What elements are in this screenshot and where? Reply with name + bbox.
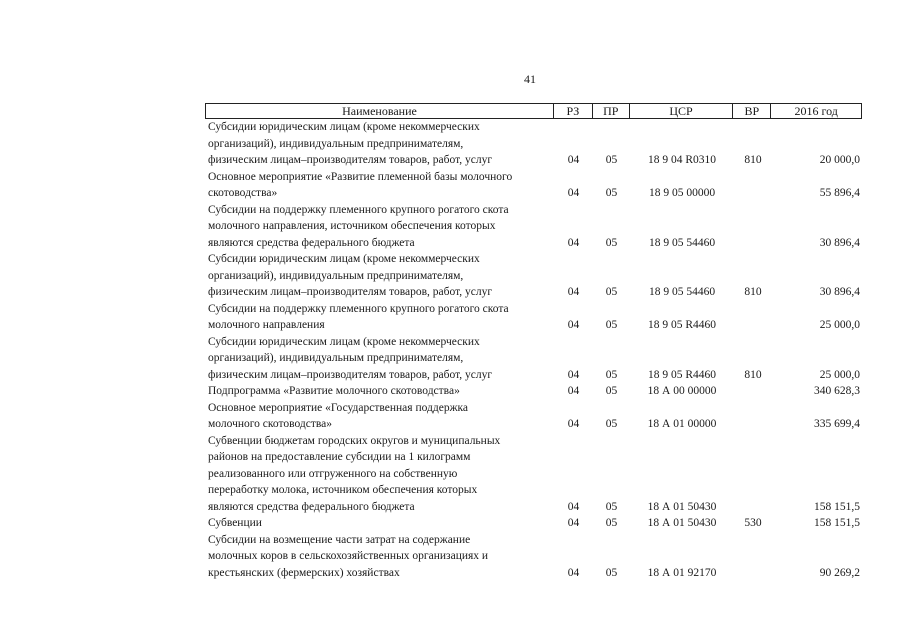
row-name (205, 532, 554, 582)
row-rz: 04 (567, 368, 580, 381)
row-name-line: физическим лицам–производителям товаров, работ, услуг (208, 154, 493, 166)
row-name-line: молочного направления, источником обеспечения которых (208, 220, 496, 232)
row-name-line: физическим лицам–производителям товаров, работ, услуг (208, 368, 493, 381)
row-vr: 810 (744, 368, 762, 381)
row-name (205, 334, 554, 384)
row-rz: 04 (567, 566, 580, 579)
row-amount: 30 896,4 (819, 236, 860, 249)
row-amount: 25 000,0 (819, 368, 860, 381)
table-body (205, 119, 862, 581)
row-name-line: реализованного или отгруженного на собственную (208, 467, 458, 480)
header-vr: ВР (733, 104, 771, 118)
row-amount: 90 269,2 (819, 566, 860, 579)
row-rz: 04 (567, 418, 580, 430)
row-name (205, 202, 554, 252)
row-name-line: организаций), индивидуальным предпринимателям, (208, 137, 464, 150)
row-csr: 18 А 01 00000 (647, 418, 717, 430)
row-name (205, 515, 554, 532)
row-name-line: районов на предоставление субсидии на 1 килограмм (208, 451, 471, 463)
row-csr: 18 9 05 R4460 (647, 368, 717, 381)
row-name (205, 301, 554, 334)
row-rz: 04 (567, 187, 580, 199)
row-pr: 05 (605, 236, 618, 249)
table-row (205, 532, 862, 582)
row-pr: 05 (605, 286, 618, 298)
row-name-line: Основное мероприятие «Развитие племенной базы молочного (208, 170, 513, 183)
row-name-line: скотоводства» (208, 187, 278, 199)
row-amount: 335 699,4 (814, 418, 860, 430)
row-pr: 05 (605, 500, 618, 513)
row-csr: 18 9 04 R0310 (647, 154, 717, 166)
row-name-line: молочных коров в сельскохозяйственных организациях и (208, 550, 489, 562)
row-name-line: Основное мероприятие «Государственная поддержка (208, 401, 469, 414)
table-row (205, 334, 862, 384)
row-name (205, 383, 554, 400)
row-amount: 340 628,3 (814, 385, 860, 397)
row-csr: 18 А 01 92170 (647, 566, 717, 579)
row-amount: 158 151,5 (814, 517, 860, 529)
row-name (205, 119, 554, 169)
row-rz: 04 (567, 500, 580, 513)
row-name-line: Субсидии на поддержку племенного крупного рогатого скота (208, 203, 509, 216)
row-name-line: Субсидии юридическим лицам (кроме некоммерческих (208, 121, 480, 133)
row-pr: 05 (605, 319, 618, 331)
row-amount: 20 000,0 (819, 154, 860, 166)
row-name (205, 433, 554, 516)
row-name-line: молочного направления (208, 319, 325, 331)
header-rz: РЗ (554, 104, 593, 118)
table-row (205, 433, 862, 516)
row-rz: 04 (567, 319, 580, 331)
row-name-line: Субсидии на возмещение части затрат на содержание (208, 533, 471, 546)
header-name: Наименование (206, 104, 554, 118)
row-name-line: Подпрограмма «Развитие молочного скотоводства» (208, 385, 460, 397)
table-row (205, 383, 862, 400)
row-amount: 158 151,5 (814, 500, 860, 513)
row-pr: 05 (605, 385, 618, 397)
table-row (205, 202, 862, 252)
header-csr: ЦСР (630, 104, 734, 118)
row-name-line: Субвенции (208, 517, 262, 529)
row-pr: 05 (605, 368, 618, 381)
row-name-line: являются средства федерального бюджета (208, 236, 415, 249)
table-row (205, 400, 862, 433)
row-amount: 30 896,4 (819, 286, 860, 298)
row-vr: 530 (744, 517, 762, 529)
row-name-line: молочного скотоводства» (208, 418, 333, 430)
row-csr: 18 9 05 R4460 (647, 319, 717, 331)
row-csr: 18 А 01 50430 (647, 500, 717, 513)
row-pr: 05 (605, 517, 618, 529)
header-pr: ПР (593, 104, 630, 118)
row-name-line: переработку молока, источником обеспечения которых (208, 484, 478, 496)
row-name-line: организаций), индивидуальным предпринимателям, (208, 269, 464, 282)
row-rz: 04 (567, 286, 580, 298)
row-name (205, 251, 554, 301)
row-pr: 05 (605, 187, 618, 199)
row-vr: 810 (744, 154, 762, 166)
row-csr: 18 А 01 50430 (647, 517, 717, 529)
row-name-line: физическим лицам–производителям товаров, работ, услуг (208, 286, 493, 298)
page-number: 41 (524, 72, 536, 86)
row-name-line: Субсидии юридическим лицам (кроме некоммерческих (208, 335, 480, 348)
row-name-line: крестьянских (фермерских) хозяйствах (208, 566, 400, 579)
row-name-line: Субвенции бюджетам городских округов и муниципальных (208, 434, 501, 447)
row-csr: 18 А 00 00000 (647, 385, 717, 397)
row-name-line: организаций), индивидуальным предпринимателям, (208, 352, 464, 364)
row-name-line: являются средства федерального бюджета (208, 500, 415, 513)
table-row (205, 251, 862, 301)
table-row (205, 515, 862, 532)
row-name-line: Субсидии на поддержку племенного крупного рогатого скота (208, 302, 509, 315)
row-rz: 04 (567, 154, 580, 166)
row-name (205, 400, 554, 433)
row-amount: 55 896,4 (819, 187, 860, 199)
table-row (205, 169, 862, 202)
row-name (205, 169, 554, 202)
row-amount: 25 000,0 (819, 319, 860, 331)
row-pr: 05 (605, 566, 618, 579)
row-pr: 05 (605, 418, 618, 430)
header-year: 2016 год (794, 104, 838, 118)
row-pr: 05 (605, 154, 618, 166)
row-csr: 18 9 05 54460 (648, 236, 716, 249)
row-csr: 18 9 05 00000 (648, 187, 716, 199)
row-csr: 18 9 05 54460 (648, 286, 716, 298)
row-name-line: Субсидии юридическим лицам (кроме некоммерческих (208, 253, 480, 265)
row-rz: 04 (567, 385, 580, 397)
table-row (205, 301, 862, 334)
table-row (205, 119, 862, 169)
row-rz: 04 (567, 517, 580, 529)
budget-table (205, 103, 862, 581)
table-header (205, 103, 862, 119)
row-rz: 04 (567, 236, 580, 249)
row-vr: 810 (744, 286, 762, 298)
